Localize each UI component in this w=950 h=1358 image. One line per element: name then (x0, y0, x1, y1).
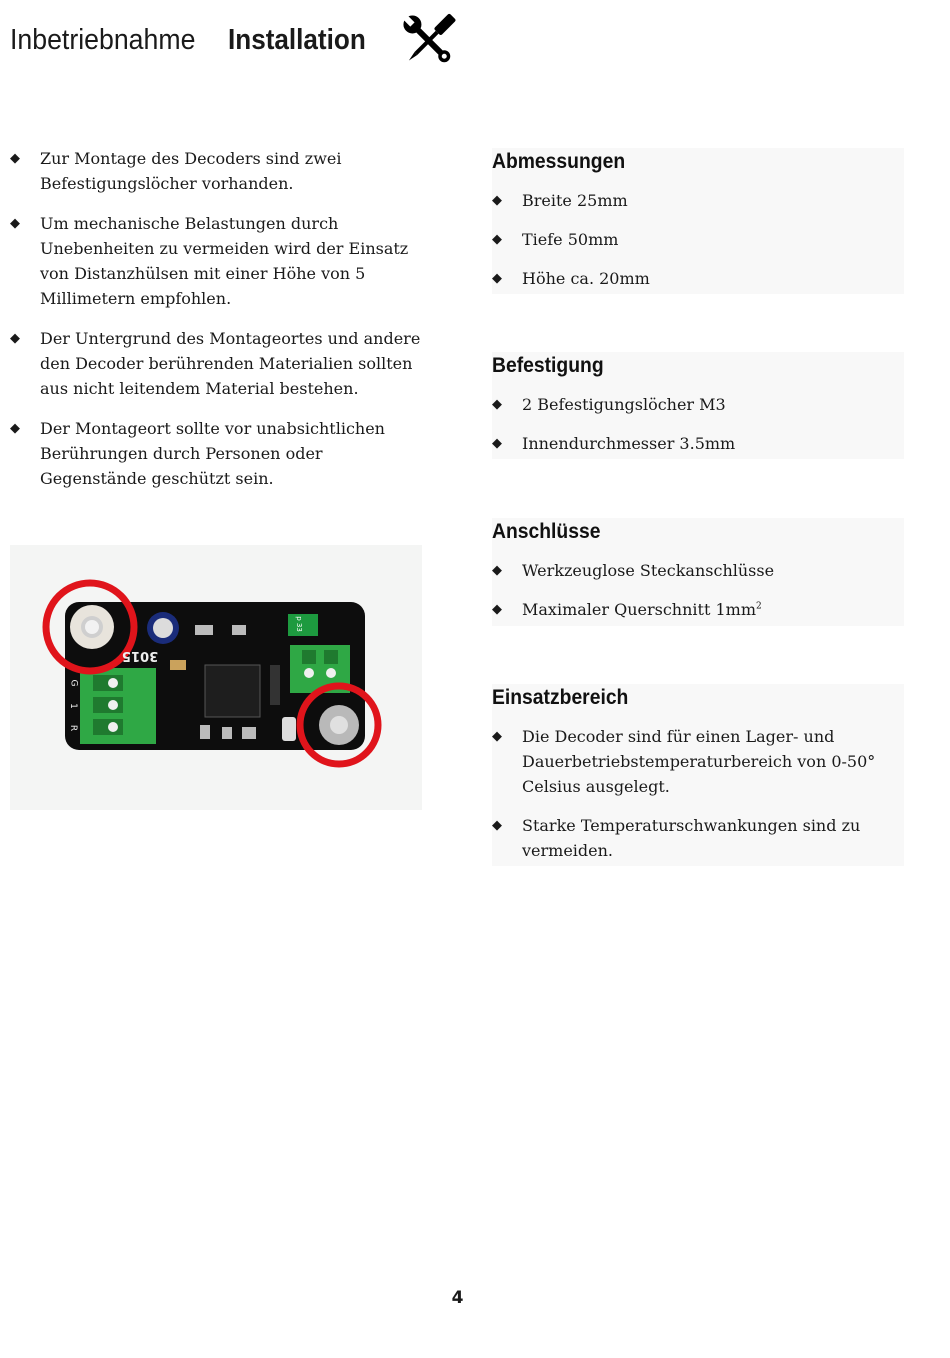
decoder-board-illustration (10, 545, 422, 810)
section-heading: Befestigung (492, 354, 604, 377)
diamond-bullet-icon: ◆ (10, 421, 20, 436)
list-item: ◆ Um mechanische Belastungen durch Unebenheiten zu vermeiden wird der Einsatz von Distanzhülsen mit einer Höhe von 5 Millimetern empfohlen. (10, 211, 430, 311)
list-item: ◆ Tiefe 50mm (492, 227, 904, 252)
befestigung-list (492, 392, 904, 456)
list-item: ◆ Der Untergrund des Montageortes und andere den Decoder berührenden Materialien sollten aus nicht leitendem Material bestehen. (10, 326, 430, 401)
diamond-bullet-icon: ◆ (10, 331, 20, 346)
abmessungen-list (492, 188, 904, 291)
diamond-bullet-icon: ◆ (492, 232, 502, 247)
list-item: ◆ Werkzeuglose Steckanschlüsse (492, 558, 904, 583)
diamond-bullet-icon: ◆ (492, 729, 502, 744)
section-einsatzbereich (492, 684, 904, 866)
list-item: ◆ Starke Temperaturschwankungen sind zu vermeiden. (492, 813, 904, 863)
section-heading: Abmessungen (492, 150, 626, 173)
diamond-bullet-icon: ◆ (10, 216, 20, 231)
diamond-bullet-icon: ◆ (492, 563, 502, 578)
pin-label: 1 (67, 703, 78, 709)
diamond-bullet-icon: ◆ (492, 436, 502, 451)
diamond-bullet-icon: ◆ (10, 151, 20, 166)
pin-label: R (68, 724, 79, 732)
chip-label: p 33 (294, 616, 303, 632)
list-item: ◆ 2 Befestigungslöcher M3 (492, 392, 904, 417)
section-abmessungen (492, 148, 904, 294)
intro-section (10, 146, 430, 506)
diamond-bullet-icon: ◆ (492, 397, 502, 412)
tools-icon (396, 8, 460, 72)
section-title: Installation (228, 23, 366, 56)
diamond-bullet-icon: ◆ (492, 818, 502, 833)
einsatzbereich-list (492, 724, 904, 863)
list-item: ◆ Die Decoder sind für einen Lager- und Dauerbetriebstemperaturbereich von 0-50° Celsius ausgelegt. (492, 724, 904, 799)
section-anschluesse (492, 518, 904, 626)
list-item: ◆ Zur Montage des Decoders sind zwei Befestigungslöcher vorhanden. (10, 146, 430, 196)
board-label: 3015 (122, 648, 159, 663)
superscript: 2 (756, 601, 762, 612)
decoder-photo (10, 545, 422, 810)
diamond-bullet-icon: ◆ (492, 193, 502, 208)
intro-list (10, 146, 430, 491)
section-heading: Anschlüsse (492, 520, 601, 543)
chapter-title: Inbetriebnahme (10, 23, 196, 56)
list-item: ◆ Maximaler Querschnitt $1mm^2$ (492, 597, 904, 622)
section-heading: Einsatzbereich (492, 686, 629, 709)
list-item: ◆ Innendurchmesser 3.5mm (492, 431, 904, 456)
page-header (10, 18, 366, 62)
pin-label: G (68, 679, 79, 687)
anschluesse-list (492, 558, 904, 622)
list-item: ◆ Höhe ca. 20mm (492, 266, 904, 291)
page-number: 4 (451, 1288, 464, 1308)
section-befestigung (492, 352, 904, 459)
diamond-bullet-icon: ◆ (492, 602, 502, 617)
diamond-bullet-icon: ◆ (492, 271, 502, 286)
list-item: ◆ Der Montageort sollte vor unabsichtlichen Berührungen durch Personen oder Gegenstände geschützt sein. (10, 416, 430, 491)
list-item: ◆ Breite 25mm (492, 188, 904, 213)
